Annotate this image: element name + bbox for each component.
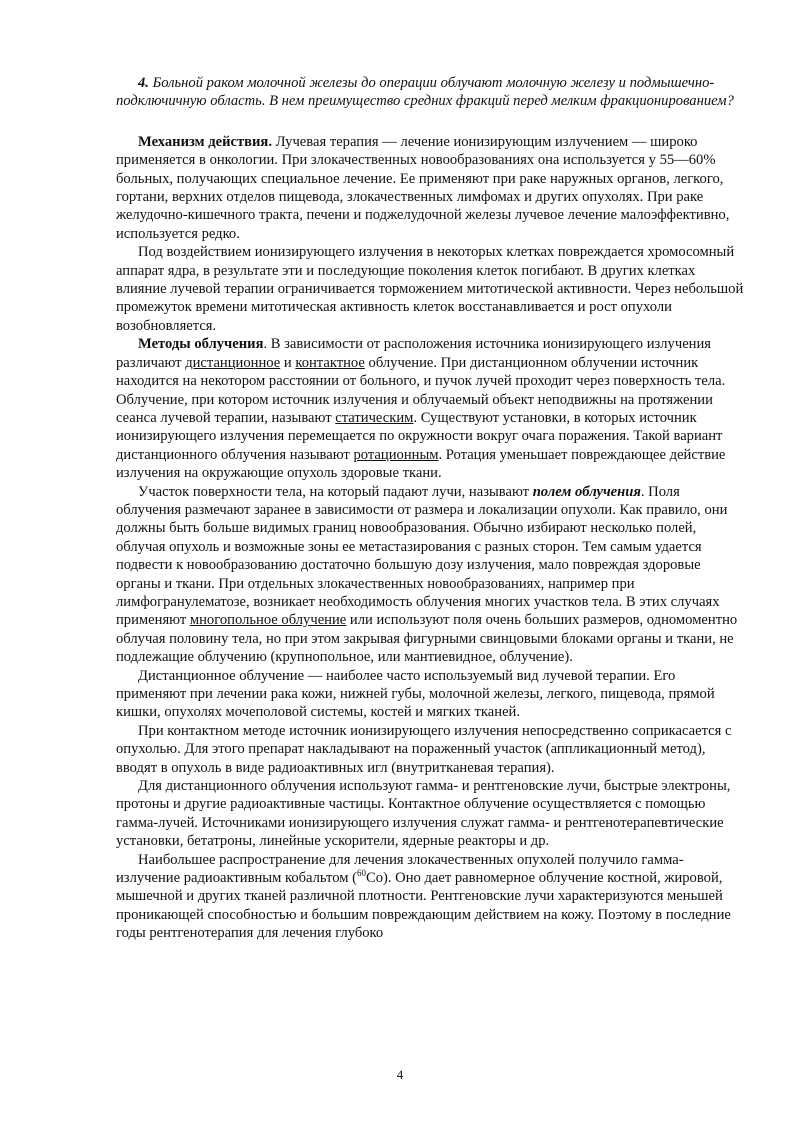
paragraph-text: Лучевая терапия — лечение ионизирующим излучением — широко применяется в онкологии. При злокачественных новообразованиях она используется у 55—60% больных, получающих специальное лечение. Ее применяют при раке наружных органов, легкого, гортани, верхних отделов пищевода, злокачественных лимфомах и других опухолях. При раке желудочно-кишечного тракта, печени и поджелудочной железы лучевое лечение малоэффективно, используется редко. (116, 133, 730, 242)
paragraph-text: Co). Оно дает равномерное облучение костной, жировой, мышечной и других тканей различной плотности. Рентгеновские лучи характеризуются меньшей проникающей способностью и большим повреждающим действием на кожу. Поэтому в последние годы рентгенотерапия для лечения глубоко (116, 870, 731, 942)
paragraph-text: Участок поверхности тела, на который падают лучи, называют (138, 483, 533, 500)
paragraph-mechanism (116, 133, 746, 243)
paragraph-text: и (280, 354, 296, 371)
term-static: статическим (335, 409, 414, 426)
paragraph-distance-usage (116, 667, 746, 722)
paragraph-text: Для дистанционного облучения используют гамма- и рентгеновские лучи, быстрые электроны, протоны и другие радиоактивные частицы. Контактное облучение осуществляется с помощью гамма-лучей. Источниками ионизирующего излучения служат гамма- и рентгенотерапевтические установки, бетатроны, линейные ускорители, ядерные реакторы и др. (116, 778, 731, 850)
paragraph-sources (116, 777, 746, 851)
paragraph-text: Наибольшее распространение для лечения злокачественных опухолей получило гамма-излучение радиоактивным кобальтом ( (116, 851, 684, 887)
page-number: 4 (396, 1067, 404, 1082)
document-page (116, 74, 746, 943)
question (116, 74, 746, 111)
paragraph-text: . Существуют установки, в которых источник ионизирующего излучения перемещается по окружности вокруг очага поражения. Такой вариант дистанционного облучения называют (116, 409, 723, 463)
term-contact: контактное (295, 354, 365, 371)
paragraph-contact-method (116, 722, 746, 777)
paragraph-text: . Поля облучения размечают заранее в зависимости от размера и локализации опухоли. Как правило, они должны быть больше видимых границ новообразования. Обычно избирают несколько полей, облучая опухоль и возможные зоны ее метастазирования с разных сторон. Тем самым удается подвести к новообразованию достаточно большую дозу излучения, мало повреждая здоровые органы и ткани. При отдельных злокачественных новообразованиях, например при лимфогранулематозе, возникает необходимость облучения многих участков тела. В этих случаях применяют (116, 483, 728, 629)
paragraph-text: . Ротация уменьшает повреждающее действие излучения на окружающие опухоль здоровые ткани. (116, 446, 726, 482)
heading-mechanism: Механизм действия. (138, 133, 272, 150)
isotope-mass-number: 60 (356, 868, 366, 879)
paragraph-chromosome (116, 243, 746, 335)
term-distance: дистанционное (185, 354, 281, 371)
paragraph-text: облучение. При дистанционном облучении источник находится на некотором расстоянии от больного, и пучок лучей проходит через поверхность тела. Облучение, при котором источник излучения и облучаемый объект неподвижны на протяжении сеанса лучевой терапии, называют (116, 354, 726, 426)
paragraph-text: или используют поля очень больших размеров, одномоментно облучая половину тела, но при этом закрывая фигурными свинцовыми блоками органы и ткани, не подлежащие облучению (крупнопольное, или мантиевидное, облучение). (116, 612, 738, 666)
paragraph-text: . В зависимости от расположения источника ионизирующего излучения различают (116, 336, 712, 371)
paragraph-field (116, 483, 746, 667)
paragraph-text: При контактном методе источник ионизирующего излучения непосредственно соприкасается с опухолью. Для этого препарат накладывают на пораженный участок (аппликационный метод), вводят в опухоль в виде радиоактивных игл (внутритканевая терапия). (116, 722, 732, 776)
term-multifield: многопольное облучение (189, 612, 347, 629)
paragraph-text: Дистанционное облучение — наиболее часто используемый вид лучевой терапии. Его применяют при лечении рака кожи, нижней губы, молочной железы, легкого, пищевода, прямой кишки, опухолях мочеполовой системы, костей и мягких тканей. (116, 667, 715, 721)
term-rotational: ротационным (353, 446, 439, 463)
paragraph-methods (116, 335, 746, 482)
heading-methods: Методы облучения (138, 336, 264, 353)
term-field: полем облучения (532, 483, 641, 500)
paragraph-cobalt (116, 851, 746, 943)
paragraph-text: Под воздействием ионизирующего излучения в некоторых клетках повреждается хромосомный аппарат ядра, в результате эти и последующие поколения клеток погибают. В других клетках влияние лучевой терапии ограничивается торможением митотической активности. Через небольшой промежуток времени митотическая активность клеток восстанавливается и рост опухоли возобновляется. (116, 244, 744, 334)
question-text: Больной раком молочной железы до операции облучают молочную железу и подмышечно-подключичную область. В нем преимущество средних фракций перед мелким фракционированием? (116, 75, 734, 110)
question-number: 4. (138, 75, 149, 91)
